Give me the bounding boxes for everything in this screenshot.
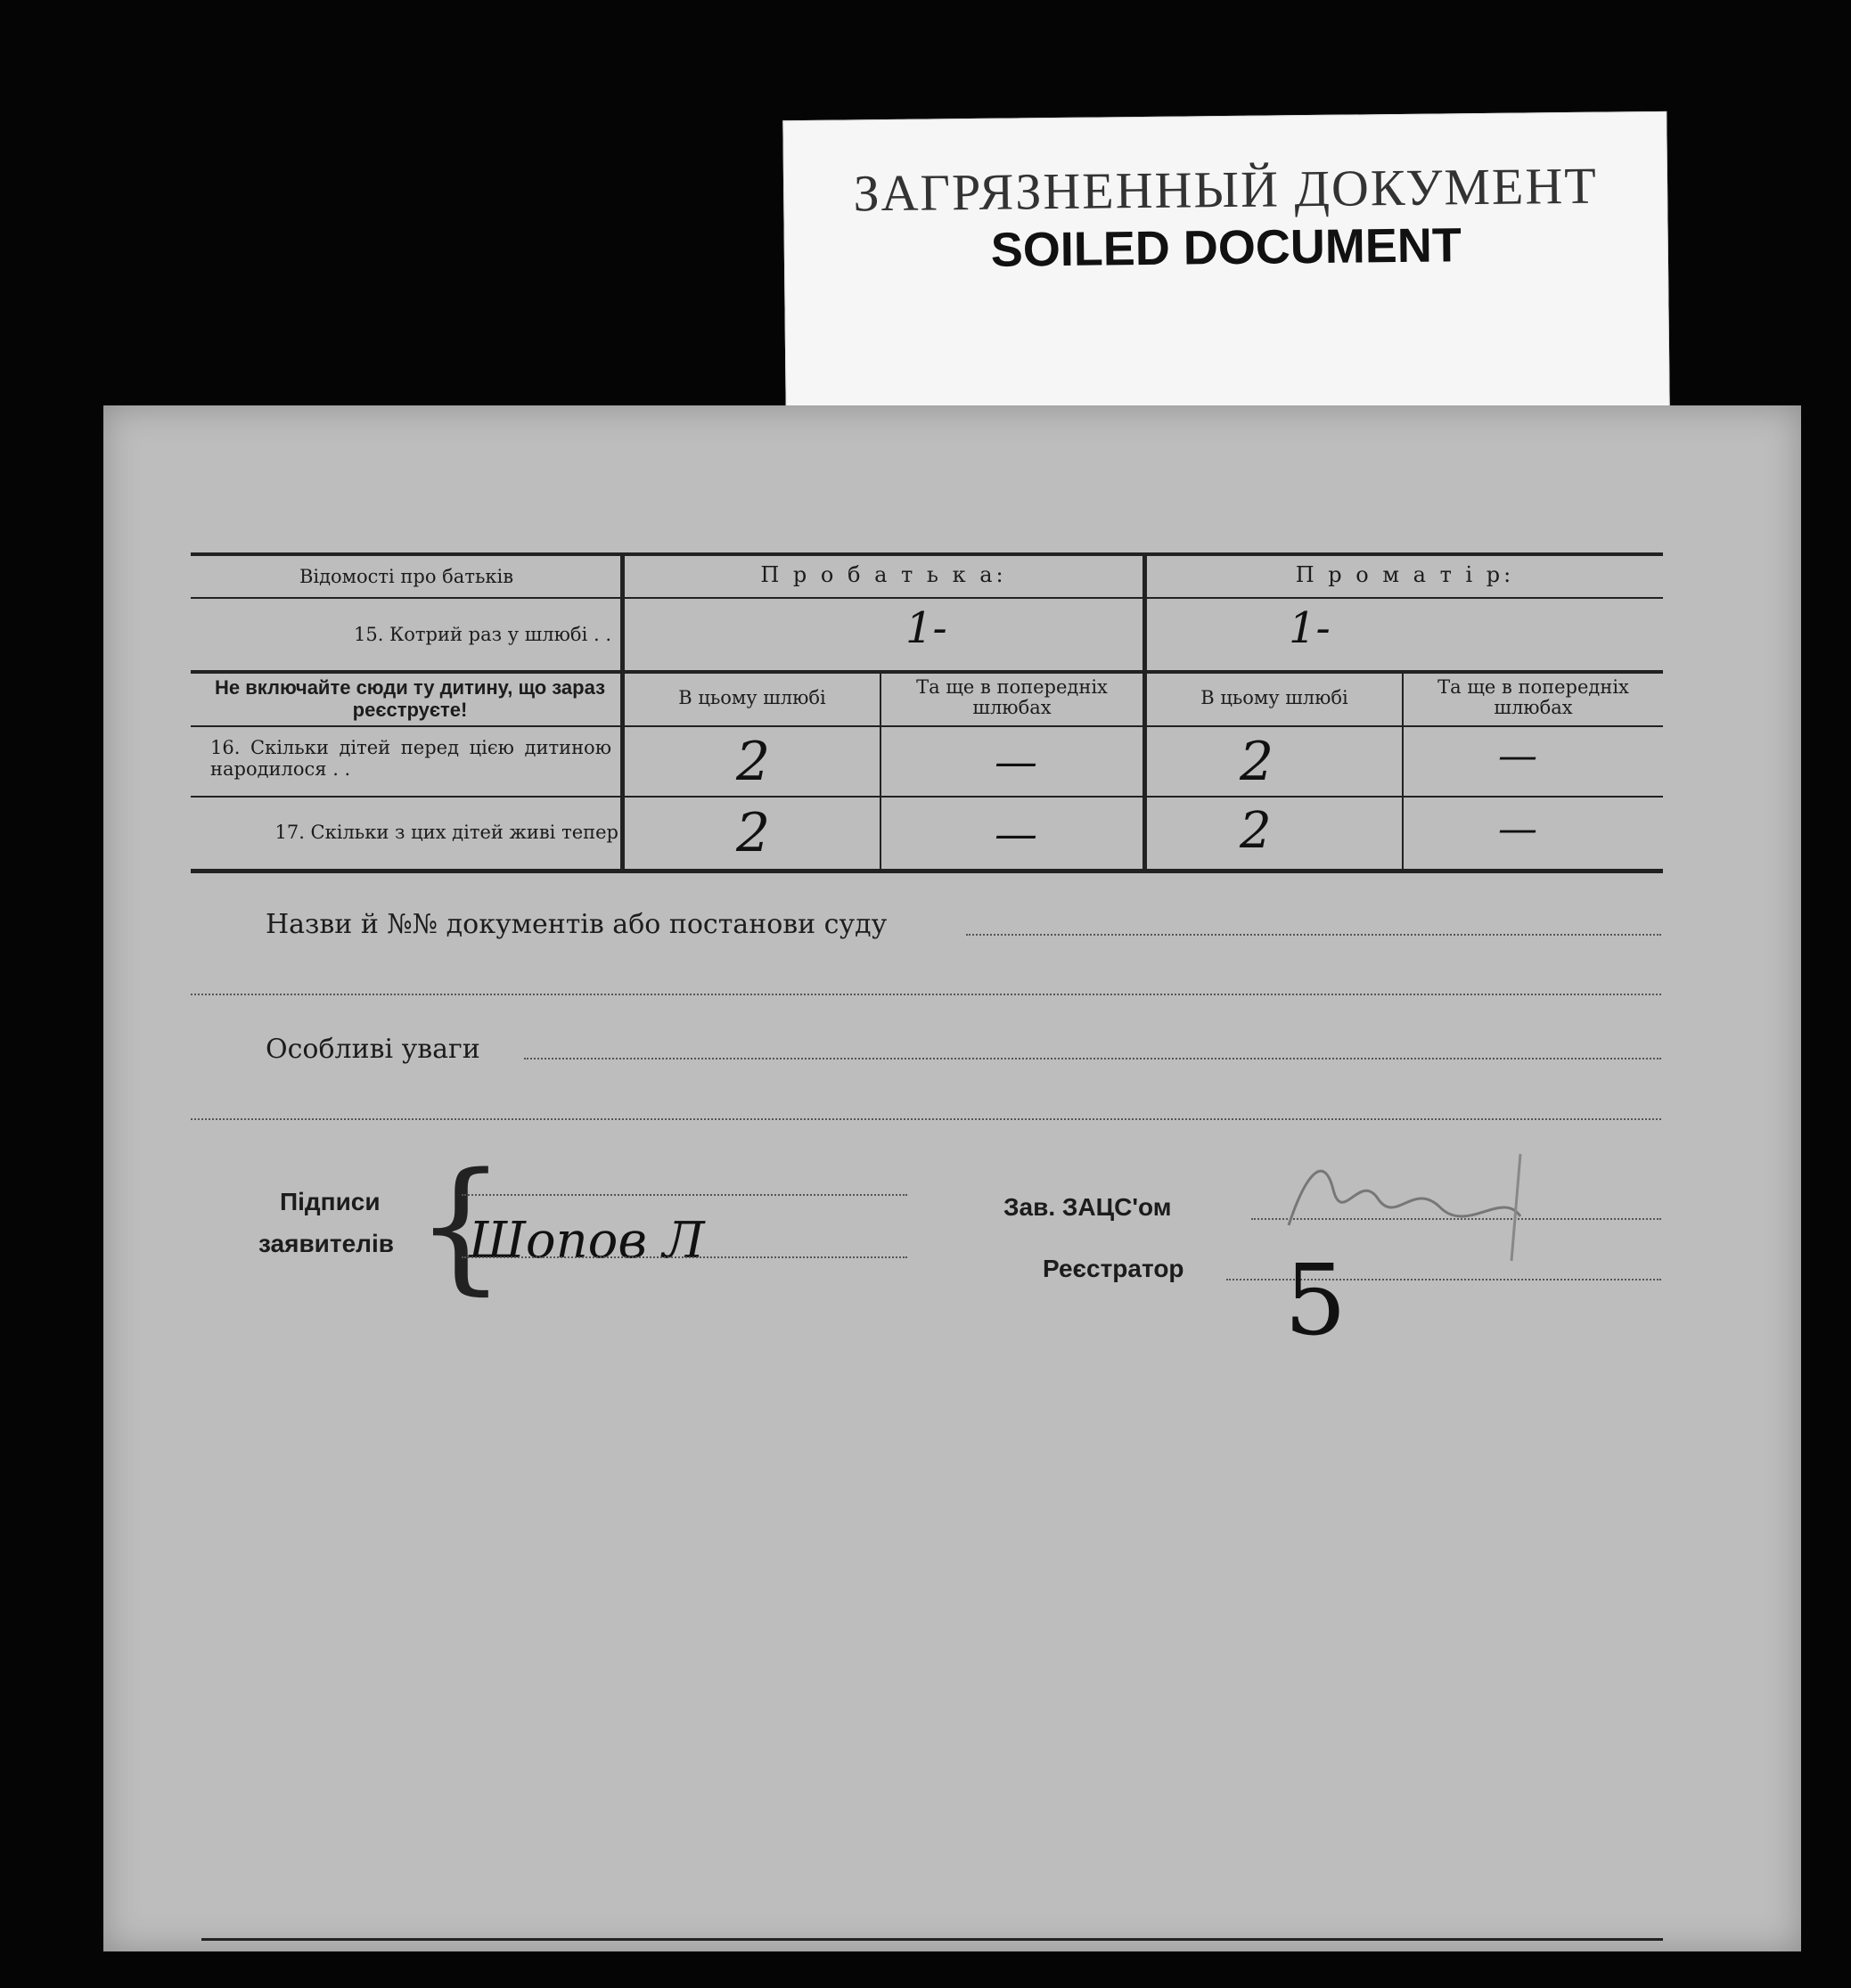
exclude-note: Не включайте сюди ту дитину, що зараз реєструєте! bbox=[214, 676, 606, 721]
applicants-label-2: заявителів bbox=[258, 1230, 394, 1257]
table-divider bbox=[620, 556, 625, 869]
header-father: П р о б а т ь к а: bbox=[760, 562, 1007, 587]
bottom-rule bbox=[201, 1938, 1663, 1941]
documents-line-2[interactable] bbox=[191, 994, 1661, 995]
row16-mother-prev: — bbox=[1498, 733, 1537, 779]
row15-mother-value: 1- bbox=[1289, 603, 1331, 653]
row16-label: 16. Скільки дітей перед цією дитиною народилося . . bbox=[210, 737, 611, 780]
subheader-father-prev: Та ще в попередніх шлюбах bbox=[916, 676, 1108, 718]
subheader-mother-prev: Та ще в попередніх шлюбах bbox=[1437, 676, 1629, 718]
row17-label: 17. Скільки з цих дітей живі тепер bbox=[274, 822, 618, 843]
remarks-label: Особливі уваги bbox=[266, 1034, 480, 1065]
row16-father-prev: — bbox=[995, 737, 1037, 787]
table-top-rule bbox=[191, 552, 1663, 556]
applicant-signature: Шопов Л bbox=[469, 1212, 705, 1270]
table-rule bbox=[191, 597, 1663, 599]
header-mother: П р о м а т і р: bbox=[1295, 562, 1515, 587]
table-divider bbox=[1143, 556, 1147, 869]
row17-mother-this: 2 bbox=[1240, 802, 1272, 860]
brace-mark: { bbox=[415, 1141, 506, 1308]
registrar-mark: 5 bbox=[1284, 1243, 1347, 1357]
table-bottom-rule bbox=[191, 869, 1663, 873]
documents-line-1[interactable] bbox=[966, 934, 1661, 936]
label-russian-text: ЗАГРЯЗНЕННЫЙ ДОКУМЕНТ bbox=[853, 156, 1599, 223]
row15-father-value: 1- bbox=[905, 603, 947, 653]
form-sheet bbox=[103, 405, 1801, 1951]
head-label: Зав. ЗАЦС'ом bbox=[1003, 1193, 1172, 1221]
row15-label: 15. Котрий раз у шлюбі . . bbox=[353, 624, 611, 645]
table-rule bbox=[191, 725, 1663, 727]
registrar-label: Реєстратор bbox=[1043, 1255, 1184, 1282]
applicant-signature-line-1[interactable] bbox=[462, 1194, 907, 1196]
row17-father-this: 2 bbox=[736, 802, 771, 864]
row17-mother-prev: — bbox=[1498, 806, 1537, 852]
subheader-mother-this: В цьому шлюбі bbox=[1200, 687, 1348, 708]
label-english-text: SOILED DOCUMENT bbox=[990, 218, 1462, 277]
row16-mother-this: 2 bbox=[1240, 731, 1274, 793]
applicant-signature-line-2[interactable] bbox=[462, 1256, 907, 1258]
remarks-line-1[interactable] bbox=[524, 1058, 1661, 1059]
table-rule bbox=[191, 670, 1663, 674]
subheader-father-this: В цьому шлюбі bbox=[678, 687, 826, 708]
applicants-label-1: Підписи bbox=[280, 1188, 381, 1215]
row16-father-this: 2 bbox=[736, 731, 771, 793]
row17-father-prev: — bbox=[995, 809, 1037, 859]
table-rule bbox=[191, 796, 1663, 798]
header-col1: Відомості про батьків bbox=[299, 566, 514, 587]
soiled-document-label bbox=[782, 111, 1669, 416]
documents-label: Назви й №№ документів або постанови суду bbox=[266, 909, 888, 940]
remarks-line-2[interactable] bbox=[191, 1118, 1661, 1120]
